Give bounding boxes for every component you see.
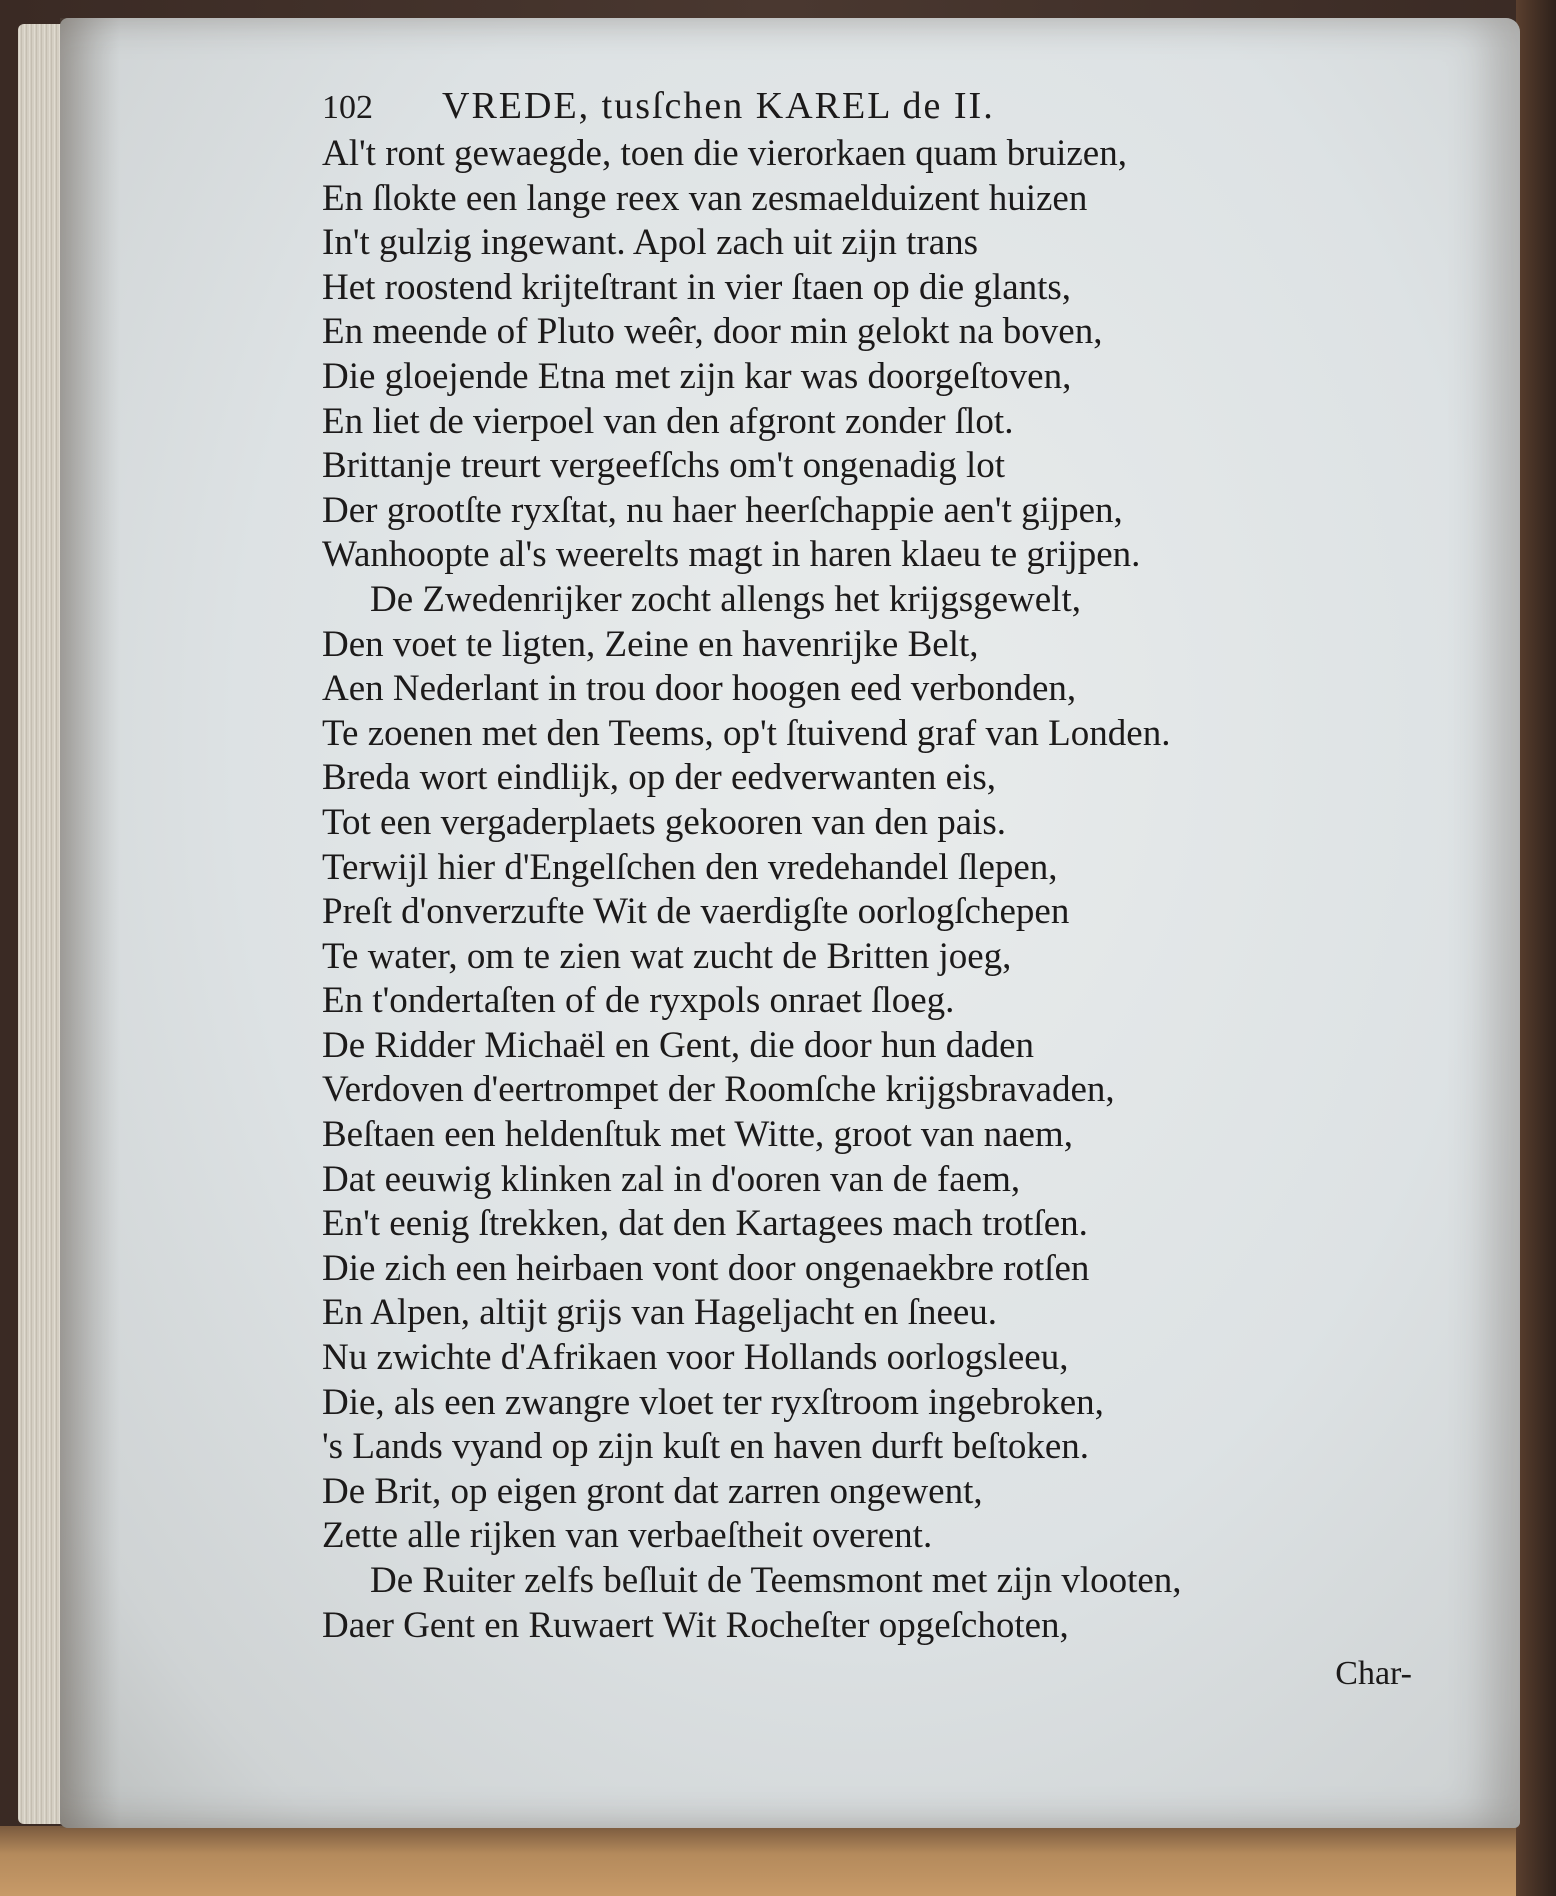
verse-line: Daer Gent en Ruwaert Wit Rocheſter opgeſchoten, [322,1604,1069,1646]
running-head [322,80,1412,132]
verse-line: De Ruiter zelfs beſluit de Teemsmont met zijn vlooten, [370,1560,1182,1601]
verse-line: Tot een vergaderplaets gekooren van den pais. [322,801,1007,843]
verse-line: Den voet te ligten, Zeine en havenrijke Belt, [322,623,979,665]
verse-line: Preſt d'onverzufte Wit de vaerdigſte oorlogſchepen [322,891,1070,933]
verse-line: De Zwedenrijker zocht allengs het krijgsgewelt, [370,578,1081,620]
verse-line: Aen Nederlant in trou door hoogen eed verbonden, [322,668,1077,710]
verse-line: Die gloejende Etna met zijn kar was doorgeſtoven, [322,355,1072,397]
verse-line: Al't ront gewaegde, toen die vierorkaen quam bruizen, [322,133,1127,174]
verse-line: Nu zwichte d'Afrikaen voor Hollands oorlogsleeu, [322,1337,1069,1379]
verse-line: Zette alle rijken van verbaeſtheit overent. [322,1515,933,1557]
verse-line: En Alpen, altijt grijs van Hageljacht en ſneeu. [322,1292,998,1334]
verse-line: En't eenig ſtrekken, dat den Kartagees mach trotſen. [322,1203,1088,1245]
verse-line: Te water, om te zien wat zucht de Britten joeg, [322,935,1012,977]
catchword: Char- [1335,1655,1412,1693]
verse-line: De Brit, op eigen gront dat zarren ongewent, [322,1470,983,1512]
verse-line: En t'ondertaſten of de ryxpols onraet ſloeg. [322,980,955,1022]
verse-line: Breda wort eindlijk, op der eedverwanten eis, [322,757,996,799]
verse-line: Die, als een zwangre vloet ter ryxſtroom ingebroken, [322,1381,1104,1423]
verse-line: Beſtaen een heldenſtuk met Witte, groot van naem, [322,1114,1073,1156]
verse-line: Wanhoopte al's weerelts magt in haren klaeu te grijpen. [322,534,1141,576]
page-number: 102 [322,89,373,126]
verse-line: De Ridder Michaël en Gent, die door hun daden [322,1024,1035,1066]
verse-line: In't gulzig ingewant. Apol zach uit zijn trans [322,222,979,264]
verse-line: Die zich een heirbaen vont door ongenaekbre rotſen [322,1247,1090,1289]
text-block [322,80,1412,1696]
verse-line: 's Lands vyand op zijn kuſt en haven durft beſtoken. [322,1426,1090,1468]
verse-line: Het roostend krijteſtrant in vier ſtaen op die glants, [322,266,1072,308]
verse-line: En ſlokte een lange reex van zesmaelduizent huizen [322,177,1088,219]
verse-line: Verdoven d'eertrompet der Roomſche krijgsbravaden, [322,1069,1115,1111]
book-cover-right [1516,0,1556,1896]
page-gutter-shadow [60,18,120,1828]
book-cover-edge [0,1826,1556,1896]
verse-line: Te zoenen met den Teems, op't ſtuivend graf van Londen. [322,712,1171,754]
running-head-title: VREDE, tusſchen KAREL de II. [442,85,995,127]
verse-text [322,132,1412,1648]
verse-line: Dat eeuwig klinken zal in d'ooren van de faem, [322,1158,1021,1200]
verse-line: En meende of Pluto weêr, door min gelokt na boven, [322,311,1103,353]
verse-line: En liet de vierpoel van den afgront zonder ſlot. [322,400,1014,442]
verse-line: Terwijl hier d'Engelſchen den vredehandel ſlepen, [322,846,1058,888]
verse-line: Der grootſte ryxſtat, nu haer heerſchappie aen't gijpen, [322,489,1123,531]
verse-line: Brittanje treurt vergeefſchs om't ongenadig lot [322,445,1006,487]
